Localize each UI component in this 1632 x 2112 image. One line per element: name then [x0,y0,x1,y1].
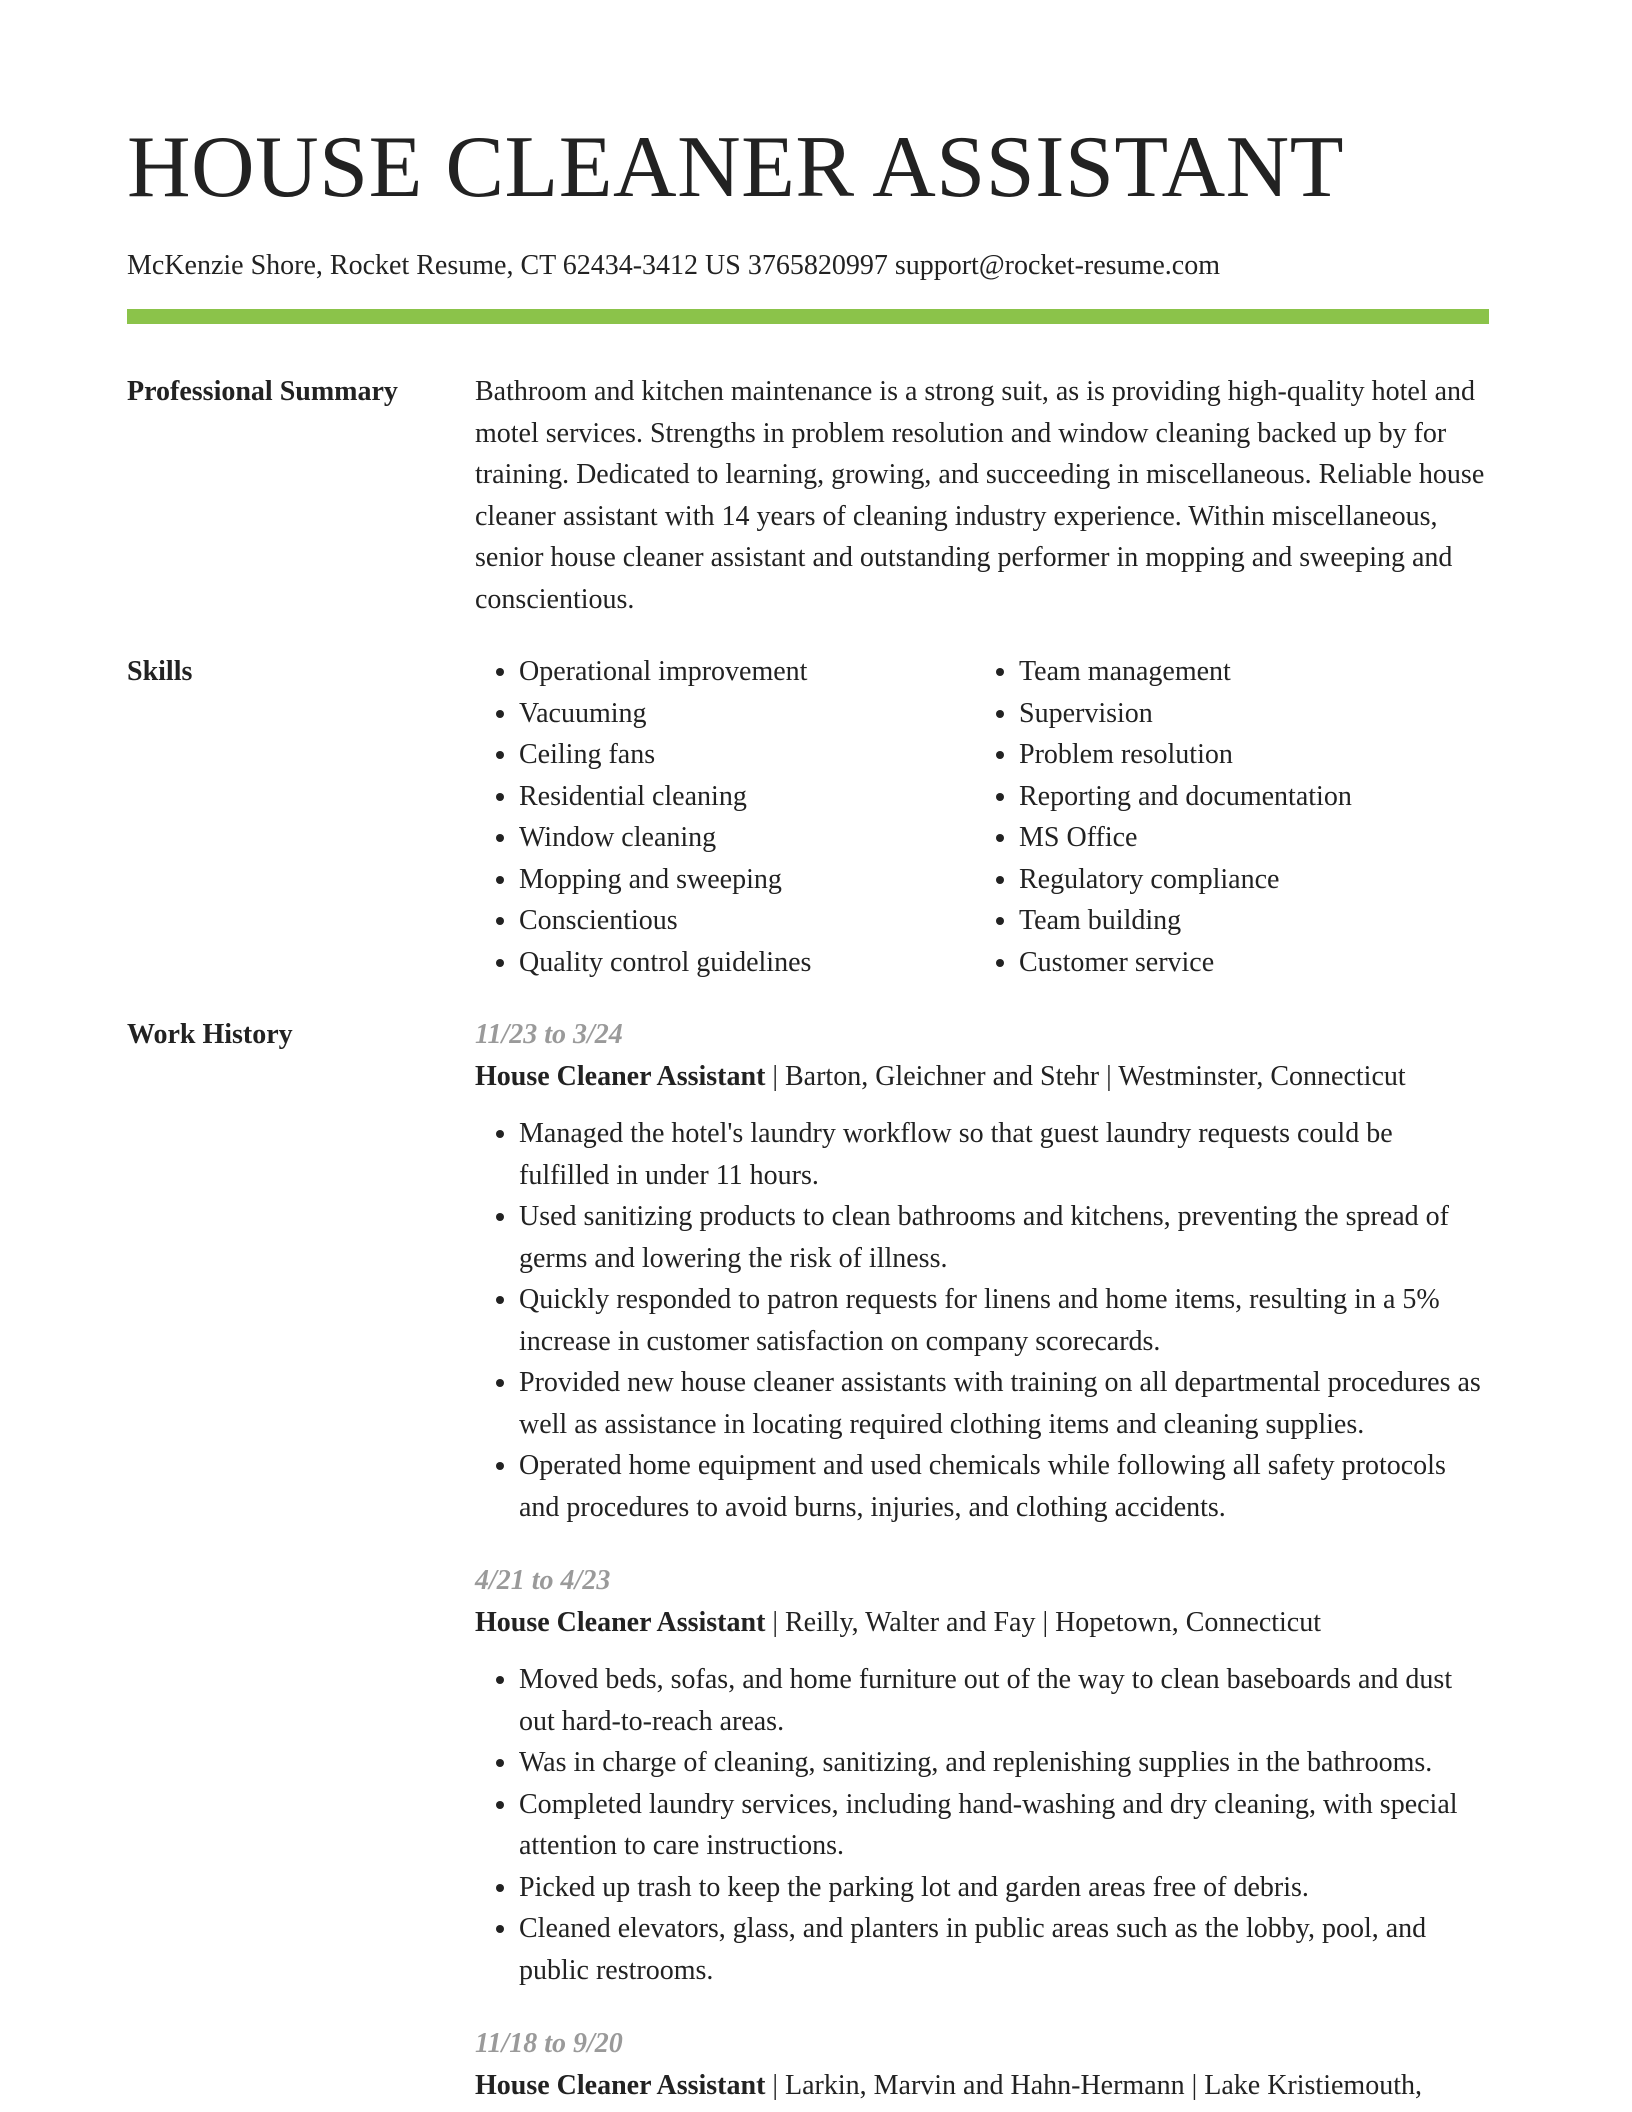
work-history-section [127,1014,1489,2106]
job-dates: 11/23 to 3/24 [475,1019,623,1050]
skill-item: • Reporting and documentation [1019,776,1475,818]
skill-item: • Regulatory compliance [1019,859,1475,901]
skill-item: • Customer service [1019,942,1475,984]
skill-item: • Team management [1019,651,1475,693]
job-entry [475,1560,1489,1991]
skills-section [127,651,1489,983]
contact-line: McKenzie Shore, Rocket Resume, CT 62434-3412 US 3765820997 support@rocket-resume.com [127,250,1220,281]
job-title: House Cleaner Assistant [475,1060,766,1092]
job-list [475,1014,1489,2106]
job-bullet: • Quickly responded to patron requests for linens and home items, resulting in a 5% increase in customer satisfaction on company scorecards. [519,1279,1489,1362]
job-heading [475,1056,1489,1098]
skill-item: • Problem resolution [1019,734,1475,776]
skill-item: • Mopping and sweeping [519,859,975,901]
skill-item: • Team building [1019,900,1475,942]
skill-item: • Window cleaning [519,817,975,859]
job-bullet: • Moved beds, sofas, and home furniture out of the way to clean baseboards and dust out hard-to-reach areas. [519,1659,1489,1742]
skill-item: • Vacuuming [519,693,975,735]
header-divider [127,309,1489,324]
job-bullet: • Was in charge of cleaning, sanitizing, and replenishing supplies in the bathrooms. [519,1742,1489,1784]
job-title: House Cleaner Assistant [475,2069,766,2101]
job-bullet-list [475,1113,1489,1528]
job-bullet-list [475,1659,1489,1991]
job-heading [475,2065,1489,2107]
job-bullet: • Picked up trash to keep the parking lot and garden areas free of debris. [519,1867,1489,1909]
job-bullet: • Provided new house cleaner assistants with training on all departmental procedures as well as assistance in locating required clothing items and cleaning supplies. [519,1362,1489,1445]
job-employer-location: | Larkin, Marvin and Hahn-Hermann | Lake Kristiemouth, [765,2069,1422,2101]
summary-text: Bathroom and kitchen maintenance is a strong suit, as is providing high-quality hotel and motel services. Strengths in problem resolution and window cleaning backed up by for training. Dedicated to learning, growing, and succeeding in miscellaneous. Reliable house cleaner assistant with 14 years of cleaning industry experience. Within miscellaneous, senior house cleaner assistant and outstanding performer in mopping and sweeping and conscientious. [475,376,1485,615]
resume-name: HOUSE CLEANER ASSISTANT [127,119,1344,216]
job-entry [475,2023,1489,2106]
skill-item: • Operational improvement [519,651,975,693]
skills-list-right [975,651,1475,983]
skills-heading: Skills [127,656,193,687]
summary-section [127,371,1489,620]
work-history-heading: Work History [127,1019,293,1050]
job-bullet: • Used sanitizing products to clean bathrooms and kitchens, preventing the spread of germs and lowering the risk of illness. [519,1196,1489,1279]
skill-item: • Conscientious [519,900,975,942]
job-employer-location: | Barton, Gleichner and Stehr | Westminster, Connecticut [765,1060,1406,1092]
skills-list-left [475,651,975,983]
skill-item: • Ceiling fans [519,734,975,776]
job-title: House Cleaner Assistant [475,1606,766,1638]
job-heading [475,1602,1489,1644]
job-dates: 11/18 to 9/20 [475,2028,623,2059]
skill-item: • MS Office [1019,817,1475,859]
skill-item: • Residential cleaning [519,776,975,818]
job-dates: 4/21 to 4/23 [475,1565,611,1596]
summary-heading: Professional Summary [127,376,398,407]
skills-columns [475,651,1489,983]
job-employer-location: | Reilly, Walter and Fay | Hopetown, Connecticut [765,1606,1322,1638]
job-bullet: • Managed the hotel's laundry workflow so that guest laundry requests could be fulfilled in under 11 hours. [519,1113,1489,1196]
skill-item: • Quality control guidelines [519,942,975,984]
job-bullet: • Operated home equipment and used chemicals while following all safety protocols and procedures to avoid burns, injuries, and clothing accidents. [519,1445,1489,1528]
skill-item: • Supervision [1019,693,1475,735]
job-bullet: • Completed laundry services, including hand-washing and dry cleaning, with special attention to care instructions. [519,1784,1489,1867]
job-entry [475,1014,1489,1528]
job-bullet: • Cleaned elevators, glass, and planters in public areas such as the lobby, pool, and public restrooms. [519,1908,1489,1991]
